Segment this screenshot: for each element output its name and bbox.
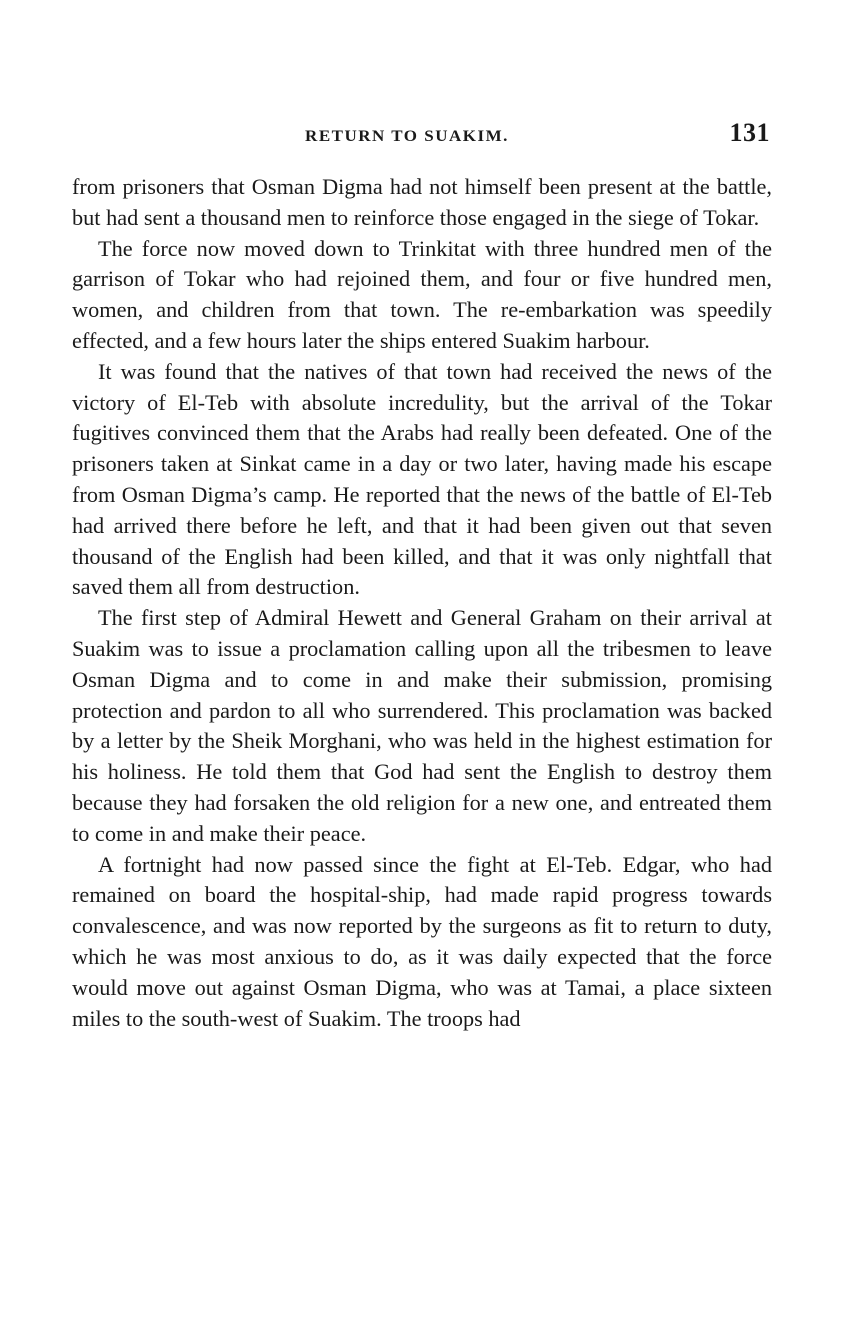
paragraph: The force now moved down to Trinkitat with three hundred men of the garrison of Tokar who had rejoined them, and four or five hundred men, women, and children from that town. The re-embarkation was speedily effected, and a few hours later the ships entered Suakim harbour. [72,235,772,353]
page-number: 131 [729,118,770,147]
book-page [72,118,772,1034]
paragraph: It was found that the natives of that town had received the news of the victory of El-Teb with absolute incredulity, but the arrival of the Tokar fugitives convinced them that the Arabs had really been defeated. One of the prisoners taken at Sinkat came in a day or two later, having made his escape from Osman Digma’s camp. He reported that the news of the battle of El-Teb had arrived there before he left, and that it had been given out that seven thousand of the English had been killed, and that it was only nightfall that saved them all from destruction. [72,358,772,600]
running-title: RETURN TO SUAKIM. [305,126,509,145]
paragraph: The first step of Admiral Hewett and General Graham on their arrival at Suakim was to issue a proclamation calling upon all the tribesmen to leave Osman Digma and to come in and make their submission, promising protection and pardon to all who surrendered. This proclamation was backed by a letter by the Sheik Morghani, who was held in the highest estimation for his holiness. He told them that God had sent the English to destroy them because they had forsaken the old religion for a new one, and entreated them to come in and make their peace. [72,605,772,846]
paragraph: A fortnight had now passed since the fight at El-Teb. Edgar, who had remained on board the hospital-ship, had made rapid progress towards convalescence, and was now reported by the surgeons as fit to return to duty, which he was most anxious to do, as it was daily expected that the force would move out against Osman Digma, who was at Tamai, a place sixteen miles to the south-west of Suakim. The troops had [72,851,772,1031]
paragraph-continued: from prisoners that Osman Digma had not himself been present at the battle, but had sent a thousand men to reinforce those engaged in the siege of Tokar. [72,174,772,230]
body-text [72,172,772,1034]
running-header [72,118,772,152]
